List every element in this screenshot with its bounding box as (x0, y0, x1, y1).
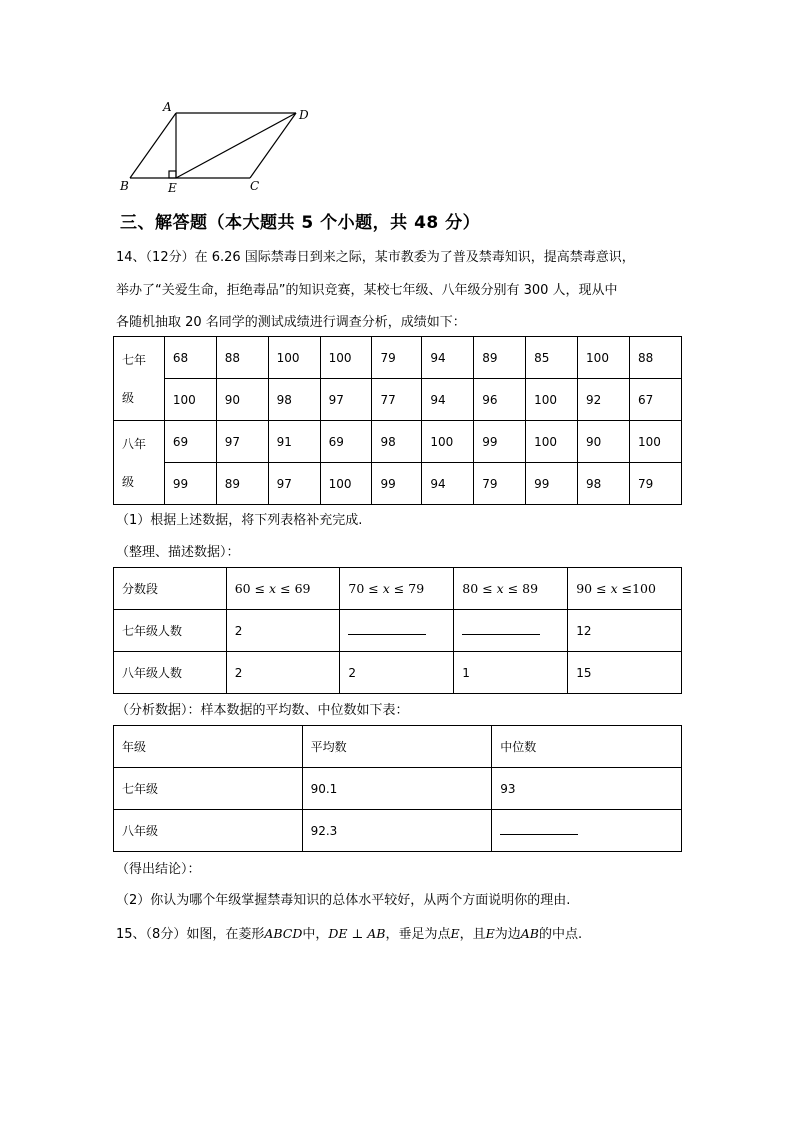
freq-grade7-row (114, 610, 682, 652)
score-cell: 99 (474, 421, 526, 463)
score-cell: 89 (474, 337, 526, 379)
freq-header-label: 分数段 (114, 568, 227, 610)
score-cell: 79 (629, 463, 681, 505)
range-70-79: 70 ≤ x ≤ 79 (340, 568, 454, 610)
score-cell: 85 (526, 337, 578, 379)
score-cell: 99 (372, 463, 422, 505)
scores-table (113, 336, 682, 505)
analyze-heading: （分析数据）：样本数据的平均数、中位数如下表： (116, 703, 409, 718)
count-cell: 2 (340, 652, 454, 694)
scores-row-grade7-2 (114, 379, 682, 421)
grade7-label-b: 级 (122, 390, 135, 405)
score-cell: 91 (268, 421, 320, 463)
grade7-label-a: 七年 (122, 352, 147, 367)
stats-row-grade7 (114, 768, 682, 810)
stats-header-mean: 平均数 (302, 726, 492, 768)
segment-dc (250, 113, 296, 178)
label-d: D (299, 108, 309, 122)
score-cell: 94 (422, 379, 474, 421)
score-cell: 88 (216, 337, 268, 379)
grade8-label-cell (114, 421, 165, 505)
range-90-100: 90 ≤ x ≤100 (568, 568, 682, 610)
label-a: A (163, 100, 172, 114)
score-cell: 94 (422, 463, 474, 505)
q15-statement: 15、（8分）如图，在菱形ABCD中，DE ⊥ AB，垂足为点E，且E为边AB的中点. (116, 926, 583, 942)
answer-blank-cell[interactable] (340, 610, 454, 652)
score-cell: 100 (268, 337, 320, 379)
score-cell: 98 (578, 463, 630, 505)
score-cell: 69 (164, 421, 216, 463)
organize-heading: （整理、描述数据）： (116, 545, 240, 560)
score-cell: 100 (526, 379, 578, 421)
part2-question: （2）你认为哪个年级掌握禁毒知识的总体水平较好，从两个方面说明你的理由. (116, 893, 571, 908)
score-cell: 100 (320, 463, 372, 505)
score-cell: 89 (216, 463, 268, 505)
scores-row-grade8-2 (114, 463, 682, 505)
grade8-label-b: 级 (122, 474, 135, 489)
score-cell: 100 (578, 337, 630, 379)
stats-grade: 七年级 (114, 768, 303, 810)
range-60-69: 60 ≤ x ≤ 69 (226, 568, 340, 610)
count-cell: 2 (226, 652, 340, 694)
score-cell: 99 (164, 463, 216, 505)
grade8-label-a: 八年 (122, 436, 147, 451)
score-cell: 100 (422, 421, 474, 463)
stats-grade: 八年级 (114, 810, 303, 852)
section-title: 三、解答题（本大题共 5 个小题，共 48 分） (120, 213, 481, 233)
segment-ab (130, 113, 176, 178)
grade7-label-cell (114, 337, 165, 421)
freq-grade8-row (114, 652, 682, 694)
score-cell: 97 (320, 379, 372, 421)
stats-median: 93 (492, 768, 682, 810)
stats-header-row (114, 726, 682, 768)
stats-table (113, 725, 682, 852)
label-c: C (250, 179, 260, 193)
scores-row-grade8-1 (114, 421, 682, 463)
count-cell: 15 (568, 652, 682, 694)
score-cell: 100 (526, 421, 578, 463)
label-b: B (120, 179, 129, 193)
stats-row-grade8 (114, 810, 682, 852)
score-cell: 100 (629, 421, 681, 463)
score-cell: 96 (474, 379, 526, 421)
count-cell: 2 (226, 610, 340, 652)
score-cell: 79 (372, 337, 422, 379)
count-cell: 12 (568, 610, 682, 652)
score-cell: 97 (216, 421, 268, 463)
label-e: E (168, 181, 177, 195)
scores-row-grade7-1 (114, 337, 682, 379)
q14-line3: 各随机抽取 20 名同学的测试成绩进行调查分析，成绩如下： (116, 315, 466, 330)
score-cell: 97 (268, 463, 320, 505)
answer-blank-cell[interactable] (454, 610, 568, 652)
freq-header-row (114, 568, 682, 610)
range-80-89: 80 ≤ x ≤ 89 (454, 568, 568, 610)
score-cell: 99 (526, 463, 578, 505)
stats-mean: 90.1 (302, 768, 492, 810)
parallelogram-figure (112, 98, 322, 198)
right-angle-mark (169, 171, 176, 178)
score-cell: 90 (216, 379, 268, 421)
score-cell: 69 (320, 421, 372, 463)
count-cell: 1 (454, 652, 568, 694)
score-cell: 90 (578, 421, 630, 463)
score-cell: 79 (474, 463, 526, 505)
segment-ed (176, 113, 296, 178)
part1-instruction: （1）根据上述数据，将下列表格补充完成. (116, 513, 363, 528)
conclusion-heading: （得出结论）： (116, 862, 201, 877)
frequency-table (113, 567, 682, 694)
answer-blank[interactable] (462, 626, 540, 635)
score-cell: 88 (629, 337, 681, 379)
grade8-count-label: 八年级人数 (114, 652, 227, 694)
grade7-count-label: 七年级人数 (114, 610, 227, 652)
stats-header-grade: 年级 (114, 726, 303, 768)
score-cell: 98 (268, 379, 320, 421)
stats-header-median: 中位数 (492, 726, 682, 768)
answer-blank[interactable] (348, 626, 426, 635)
answer-blank-cell[interactable] (492, 810, 682, 852)
score-cell: 94 (422, 337, 474, 379)
score-cell: 92 (578, 379, 630, 421)
score-cell: 77 (372, 379, 422, 421)
answer-blank[interactable] (500, 826, 578, 835)
score-cell: 98 (372, 421, 422, 463)
score-cell: 68 (164, 337, 216, 379)
q14-line2: 举办了“关爱生命，拒绝毒品”的知识竞赛，某校七年级、八年级分别有 300 人，现从中 (116, 283, 618, 298)
score-cell: 100 (164, 379, 216, 421)
stats-mean: 92.3 (302, 810, 492, 852)
score-cell: 67 (629, 379, 681, 421)
score-cell: 100 (320, 337, 372, 379)
q14-line1: 14、（12分）在 6.26 国际禁毒日到来之际，某市教委为了普及禁毒知识，提高禁毒意识， (116, 250, 635, 265)
